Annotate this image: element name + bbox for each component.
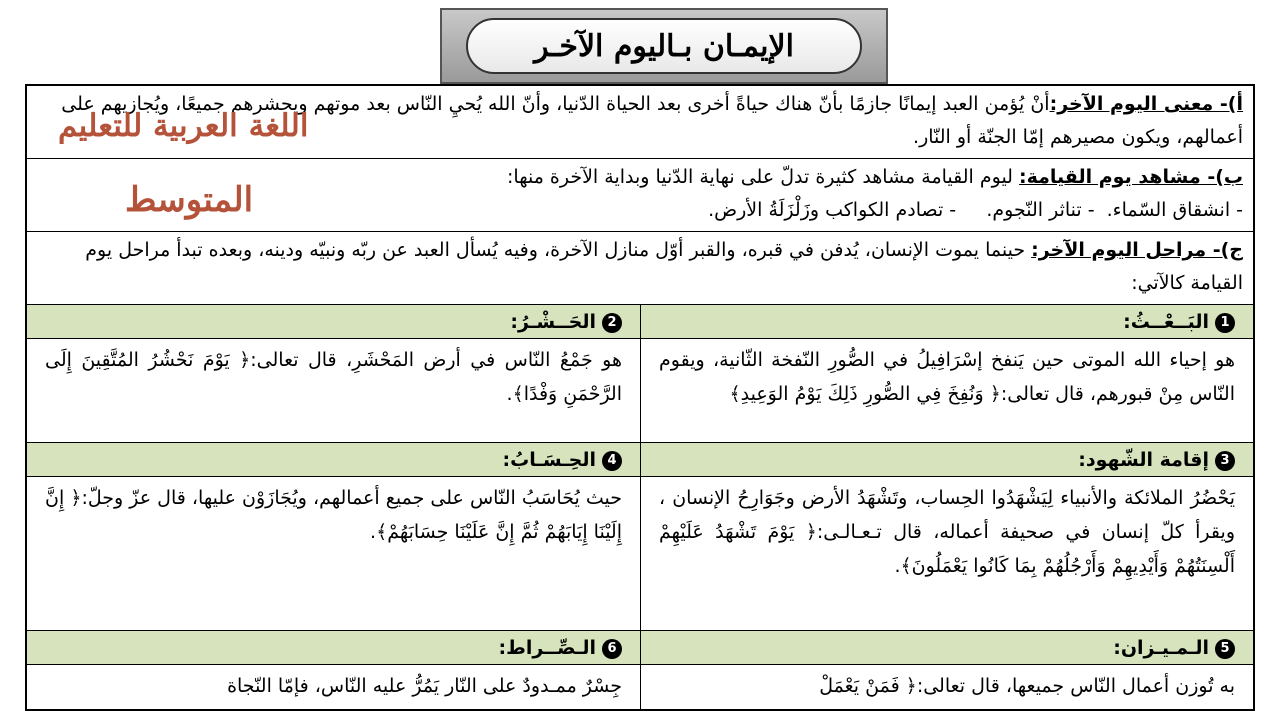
section-meaning-text: أنْ يُؤمن العبد إيمانًا جازمًا بأنّ هناك حياةً أخرى بعد الحياة الدّنيا، وأنّ الله يُحيِ النّاس بعد موتهم ويحشرهم جميعًا، ويُجازيهم على أعمالهم، ويكون مصيرهم إمّا الجنّة أو النّار.	[61, 93, 1243, 148]
stage-4-title: الحِـسَـابُ:	[502, 449, 596, 471]
page-title: الإيمـان بـاليوم الآخـر	[466, 18, 862, 74]
stage-1-header	[640, 305, 1253, 339]
stage-3-number-icon: 3	[1215, 451, 1235, 471]
stage-6-header	[27, 631, 640, 665]
watermark-line-1: اللغة العربية للتعليم	[58, 108, 309, 144]
section-scenes-text: ليوم القيامة مشاهد كثيرة تدلّ على نهاية الدّنيا وبداية الآخرة منها:	[507, 166, 1013, 188]
stage-6-title: الـصِّــراط:	[498, 637, 596, 659]
stage-2-number-icon: 2	[602, 313, 622, 333]
stage-5-title: الـمـيـزان:	[1113, 637, 1209, 659]
lesson-sheet	[25, 84, 1255, 711]
stage-2-body: هو جَمْعُ النّاس في أرض المَحْشَرِ، قال تعالى:﴿ يَوْمَ نَحْشُرُ المُتَّقِينَ إِلَى الرَّحْمَنِ وَفْدًا﴾.	[27, 339, 640, 443]
watermark-line-2: المتوسط	[125, 180, 254, 220]
section-scenes-heading: ب)- مشاهد يوم القيامة:	[1019, 166, 1243, 188]
stage-4-body: حيث يُحَاسَبُ النّاس على جميع أعمالهم، ويُجَازَوْن عليها، قال عزّ وجلّ:﴿ إِنَّ إِلَيْنَا إِيَابَهُمْ ثُمَّ إِنَّ عَلَيْنَا حِسَابَهُمْ﴾.	[27, 477, 640, 631]
stage-5-header	[640, 631, 1253, 665]
stages-grid	[27, 305, 1253, 709]
section-stages	[27, 232, 1253, 305]
stage-6-number-icon: 6	[602, 639, 622, 659]
title-frame	[440, 8, 888, 84]
stage-3-title: إقامة الشّهود:	[1078, 449, 1209, 471]
stage-4-number-icon: 4	[602, 451, 622, 471]
stage-3-body: يَحْضُرُ الملائكة والأنبياء لِيَشْهَدُوا الحِساب، وتَشْهَدُ الأرض وجَوَارِحُ الإنسان ، ويقرأ كلّ إنسان في صحيفة أعماله، قال تـعـالـى:﴿ يَوْمَ تَشْهَدُ عَلَيْهِمْ أَلْسِنَتُهُمْ وَأَيْدِيهِمْ وَأَرْجُلُهُمْ بِمَا كَانُوا يَعْمَلُونَ﴾.	[640, 477, 1253, 631]
stage-6-body: جِسْرٌ ممـدودٌ على النّار يَمُرُّ عليه النّاس، فإمّا النّجاة	[227, 675, 622, 697]
section-meaning-heading: أ)- معنى اليوم الآخر:	[1049, 93, 1243, 115]
section-stages-text: حينما يموت الإنسان، يُدفن في قبره، والقبر أوّل منازل الآخرة، وفيه يُسأل العبد عن ربّه ونبيّه ودينه، وبعده تبدأ مراحل يوم القيامة كالآتي:	[85, 239, 1243, 294]
stage-1-body: هو إحياء الله الموتى حين يَنفخ إسْرَافِيلُ في الصُّورِ النّفخة الثّانية، ويقوم النّاس مِنْ قبورهم، قال تعالى:﴿ وَنُفِخَ فِي الصُّورِ ذَلِكَ يَوْمُ الوَعِيدِ﴾	[640, 339, 1253, 443]
stage-2-header	[27, 305, 640, 339]
stage-5-number-icon: 5	[1215, 639, 1235, 659]
stage-5-body: به تُوزن أعمال النّاس جميعها، قال تعالى:﴿ فَمَنْ يَعْمَلْ	[640, 665, 1253, 709]
section-stages-heading: ج)- مراحل اليوم الآخر:	[1031, 239, 1243, 261]
section-scenes-items: - انشقاق السّماء. - تناثر النّجوم. - تصادم الكواكب وزَلْزَلَةُ الأرض.	[708, 199, 1243, 221]
stage-1-title: البَــعْــثُ:	[1123, 311, 1209, 333]
stage-3-header	[640, 443, 1253, 477]
stage-2-title: الحَــشْـرُ:	[510, 311, 596, 333]
stage-4-header	[27, 443, 640, 477]
stage-1-number-icon: 1	[1215, 313, 1235, 333]
